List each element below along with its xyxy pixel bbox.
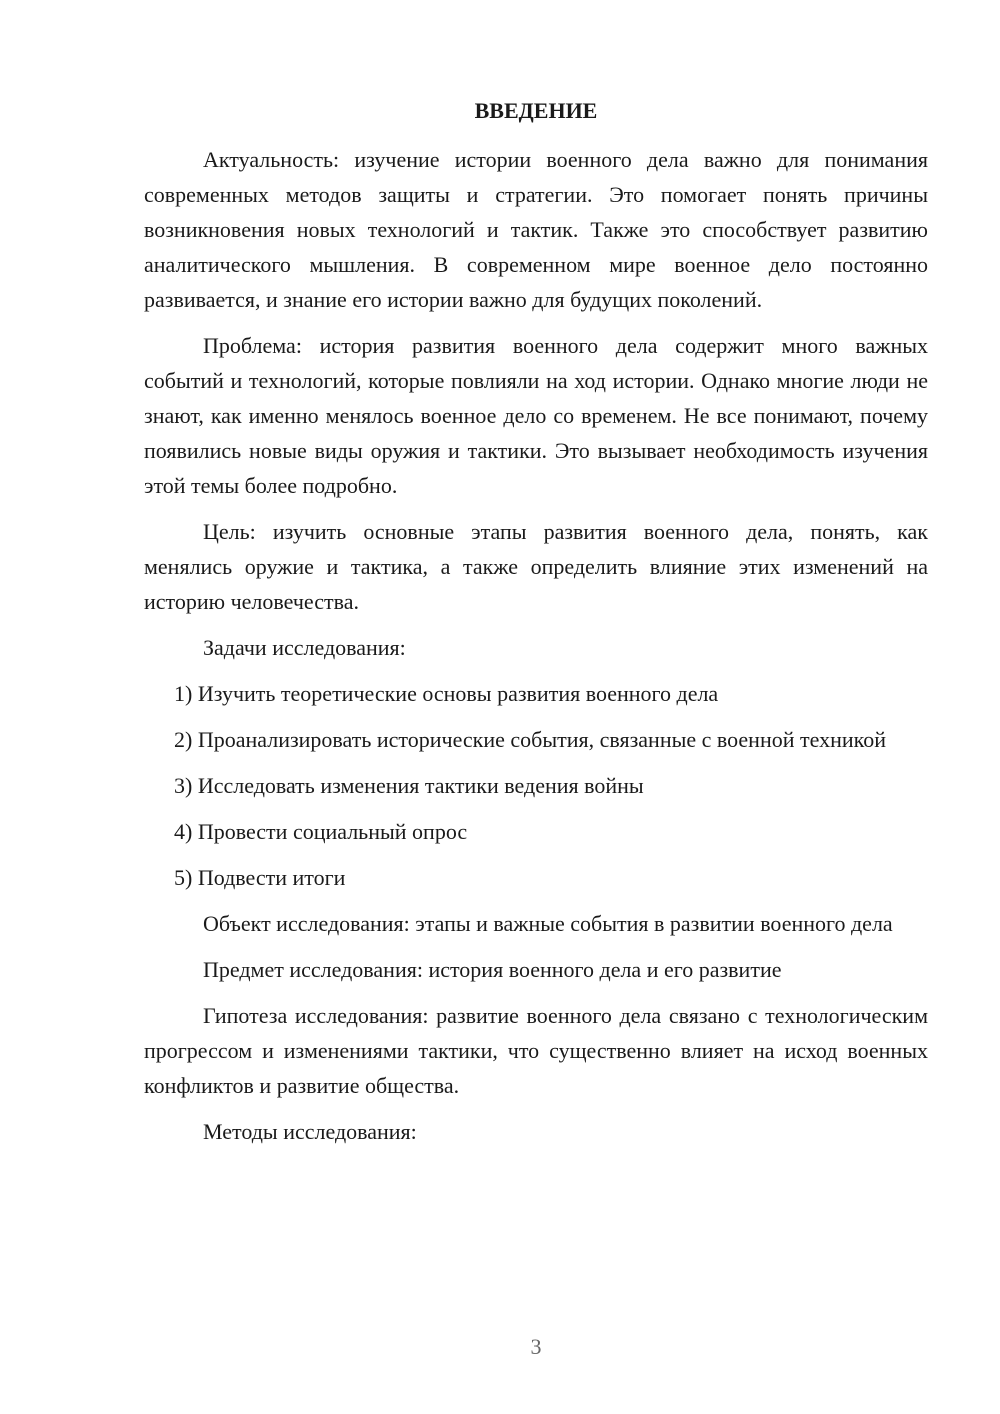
task-item: 5) Подвести итоги xyxy=(174,865,346,890)
paragraph-subject: Предмет исследования: история военного дела и его развитие xyxy=(203,957,782,982)
paragraph-object: Объект исследования: этапы и важные события в развитии военного дела xyxy=(203,911,893,936)
paragraph-hypothesis: Гипотеза исследования: развитие военного дела связано с технологическим прогрессом и изменениями тактики, что существенно влияет на исход военных конфликтов и развитие общества. xyxy=(144,1003,928,1098)
task-item: 1) Изучить теоретические основы развития военного дела xyxy=(174,681,719,706)
task-item: 2) Проанализировать исторические события, связанные с военной техникой xyxy=(174,727,886,752)
tasks-heading: Задачи исследования: xyxy=(203,635,406,660)
paragraph-relevance: Актуальность: изучение истории военного дела важно для понимания современных методов защиты и стратегии. Это помогает понять причины возникновения новых технологий и тактик. Также это способствует развитию аналитического мышления. В современном мире военное дело постоянно развивается, и знание его истории важно для будущих поколений. xyxy=(144,147,928,312)
task-item: 4) Провести социальный опрос xyxy=(174,819,468,844)
page-number: 3 xyxy=(530,1334,542,1359)
paragraph-problem: Проблема: история развития военного дела содержит много важных событий и технологий, которые повлияли на ход истории. Однако многие люди не знают, как именно менялось военное дело со временем. Не все понимают, почему появились новые виды оружия и тактики. Это вызывает необходимость изучения этой темы более подробно. xyxy=(144,333,928,498)
section-title: ВВЕДЕНИЕ xyxy=(474,98,598,123)
task-item: 3) Исследовать изменения тактики ведения войны xyxy=(174,773,644,798)
methods-heading: Методы исследования: xyxy=(203,1119,417,1144)
document-page xyxy=(144,96,928,1149)
paragraph-goal: Цель: изучить основные этапы развития военного дела, понять, как менялись оружие и тактика, а также определить влияние этих изменений на историю человечества. xyxy=(144,519,928,614)
